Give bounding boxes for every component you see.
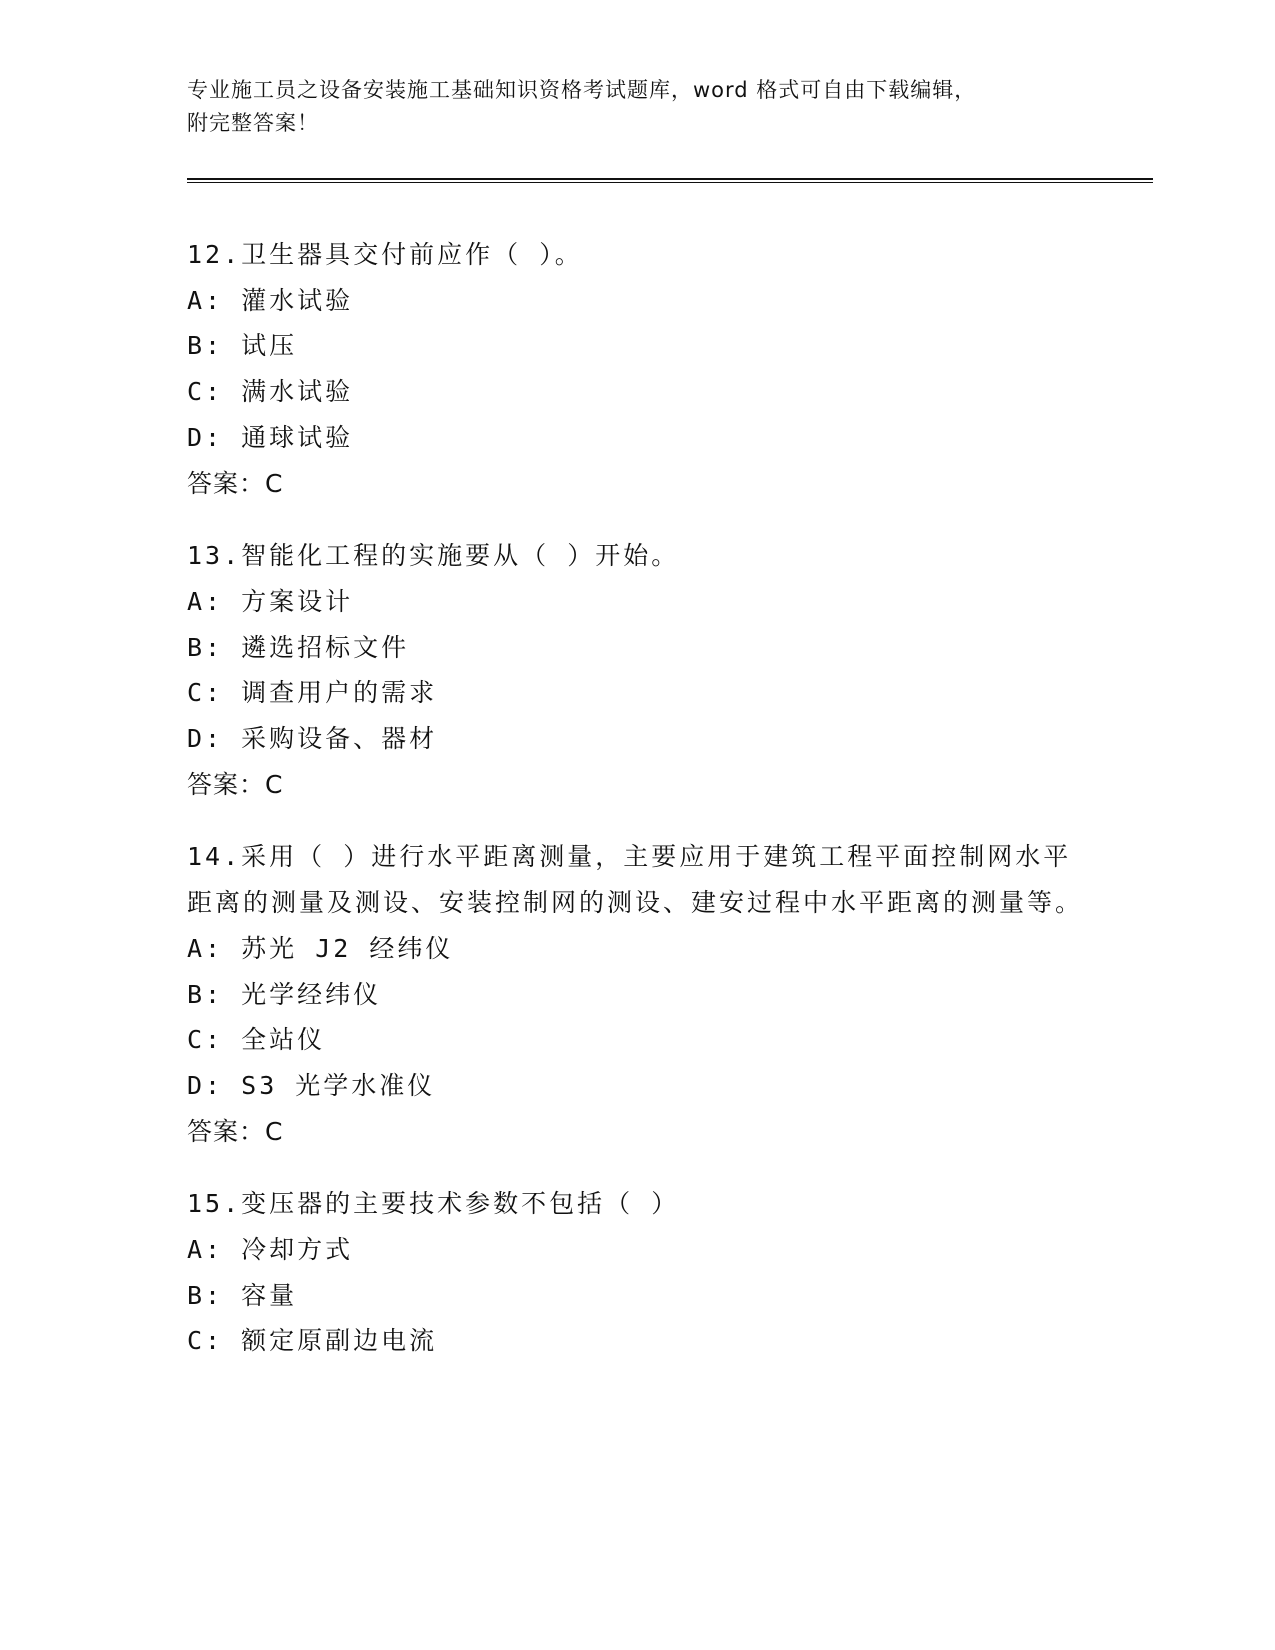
option-a: A: 方案设计 <box>187 586 354 616</box>
option-c: C: 全站仪 <box>187 1025 326 1055</box>
question-13 <box>187 533 1087 807</box>
header-line-1: 专业施工员之设备安装施工基础知识资格考试题库，word 格式可自由下载编辑， <box>187 78 977 102</box>
answer-line: 答案：C <box>187 468 284 498</box>
option-d: D: 采购设备、器材 <box>187 724 438 754</box>
document-header <box>187 74 1067 140</box>
option-c: C: 满水试验 <box>187 377 354 407</box>
header-divider <box>187 178 1153 183</box>
option-b: B: 遴选招标文件 <box>187 632 410 662</box>
option-c: C: 额定原副边电流 <box>187 1326 438 1356</box>
question-list <box>187 232 1087 1391</box>
option-a: A: 苏光 J2 经纬仪 <box>187 933 454 963</box>
option-a: A: 冷却方式 <box>187 1235 354 1265</box>
option-c: C: 调查用户的需求 <box>187 678 438 708</box>
answer-line: 答案：C <box>187 1116 284 1146</box>
question-15 <box>187 1181 1087 1364</box>
question-stem: 13.智能化工程的实施要从（ ）开始。 <box>187 541 680 571</box>
option-d: D: S3 光学水准仪 <box>187 1070 436 1100</box>
question-stem: 15.变压器的主要技术参数不包括（ ） <box>187 1189 680 1219</box>
question-stem: 14.采用（ ）进行水平距离测量，主要应用于建筑工程平面控制网水平距离的测量及测设、安装控制网的测设、建安过程中水平距离的测量等。 <box>187 842 1084 918</box>
option-b: B: 光学经纬仪 <box>187 979 382 1009</box>
answer-line: 答案：C <box>187 769 284 799</box>
option-d: D: 通球试验 <box>187 422 354 452</box>
option-b: B: 试压 <box>187 331 298 361</box>
option-b: B: 容量 <box>187 1280 298 1310</box>
option-a: A: 灌水试验 <box>187 285 354 315</box>
question-stem: 12.卫生器具交付前应作（ ）。 <box>187 240 583 269</box>
header-line-2: 附完整答案！ <box>187 111 319 135</box>
question-14 <box>187 834 1087 1154</box>
question-12 <box>187 232 1087 506</box>
